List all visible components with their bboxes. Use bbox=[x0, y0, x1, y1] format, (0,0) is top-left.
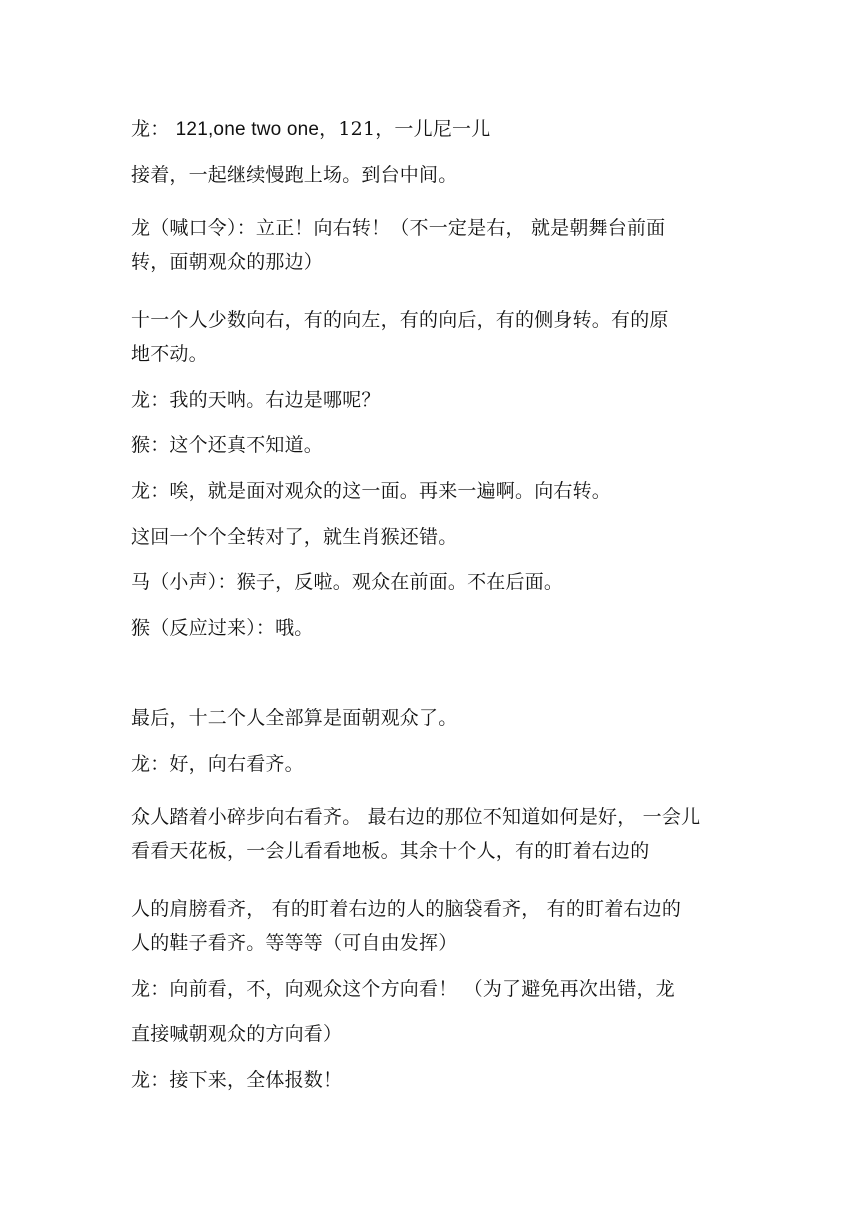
text-line-1 bbox=[131, 117, 490, 142]
text-line-2: 接着，一起继续慢跑上场。到台中间。 bbox=[131, 164, 458, 186]
text-line-10: 这回一个个全转对了，就生肖猴还错。 bbox=[131, 526, 458, 548]
line-1-latin: 121,one two one bbox=[175, 119, 320, 140]
text-line-3: 龙（喊口令）：立正！向右转！（不一定是右， 就是朝舞台前面 bbox=[131, 217, 666, 239]
text-line-18: 人的鞋子看齐。等等等（可自由发挥） bbox=[131, 932, 458, 954]
text-line-14: 龙：好，向右看齐。 bbox=[131, 753, 304, 775]
text-line-8: 猴：这个还真不知道。 bbox=[131, 434, 324, 456]
text-line-7: 龙：我的天呐。右边是哪呢？ bbox=[131, 389, 381, 411]
text-line-5: 十一个人少数向右，有的向左，有的向后，有的侧身转。有的原 bbox=[131, 309, 669, 331]
text-line-4: 转，面朝观众的那边） bbox=[131, 251, 324, 273]
text-line-13: 最后，十二个人全部算是面朝观众了。 bbox=[131, 707, 458, 729]
line-1-suffix: ，121，一儿尼一儿 bbox=[319, 118, 491, 140]
text-line-19: 龙：向前看，不，向观众这个方向看！ （为了避免再次出错，龙 bbox=[131, 978, 675, 1000]
line-1-prefix: 龙： bbox=[131, 118, 170, 140]
text-line-11: 马（小声）：猴子，反啦。观众在前面。不在后面。 bbox=[131, 571, 564, 593]
text-line-15: 众人踏着小碎步向右看齐。 最右边的那位不知道如何是好， 一会儿 bbox=[131, 806, 701, 828]
text-line-9: 龙：唉，就是面对观众的这一面。再来一遍啊。向右转。 bbox=[131, 480, 612, 502]
text-line-20: 直接喊朝观众的方向看） bbox=[131, 1023, 343, 1045]
text-line-12: 猴（反应过来）：哦。 bbox=[131, 617, 314, 639]
text-line-6: 地不动。 bbox=[131, 343, 208, 365]
text-line-16: 看看天花板，一会儿看看地板。其余十个人，有的盯着右边的 bbox=[131, 840, 650, 862]
text-line-21: 龙：接下来，全体报数！ bbox=[131, 1069, 343, 1091]
text-line-17: 人的肩膀看齐， 有的盯着右边的人的脑袋看齐， 有的盯着右边的 bbox=[131, 898, 682, 920]
